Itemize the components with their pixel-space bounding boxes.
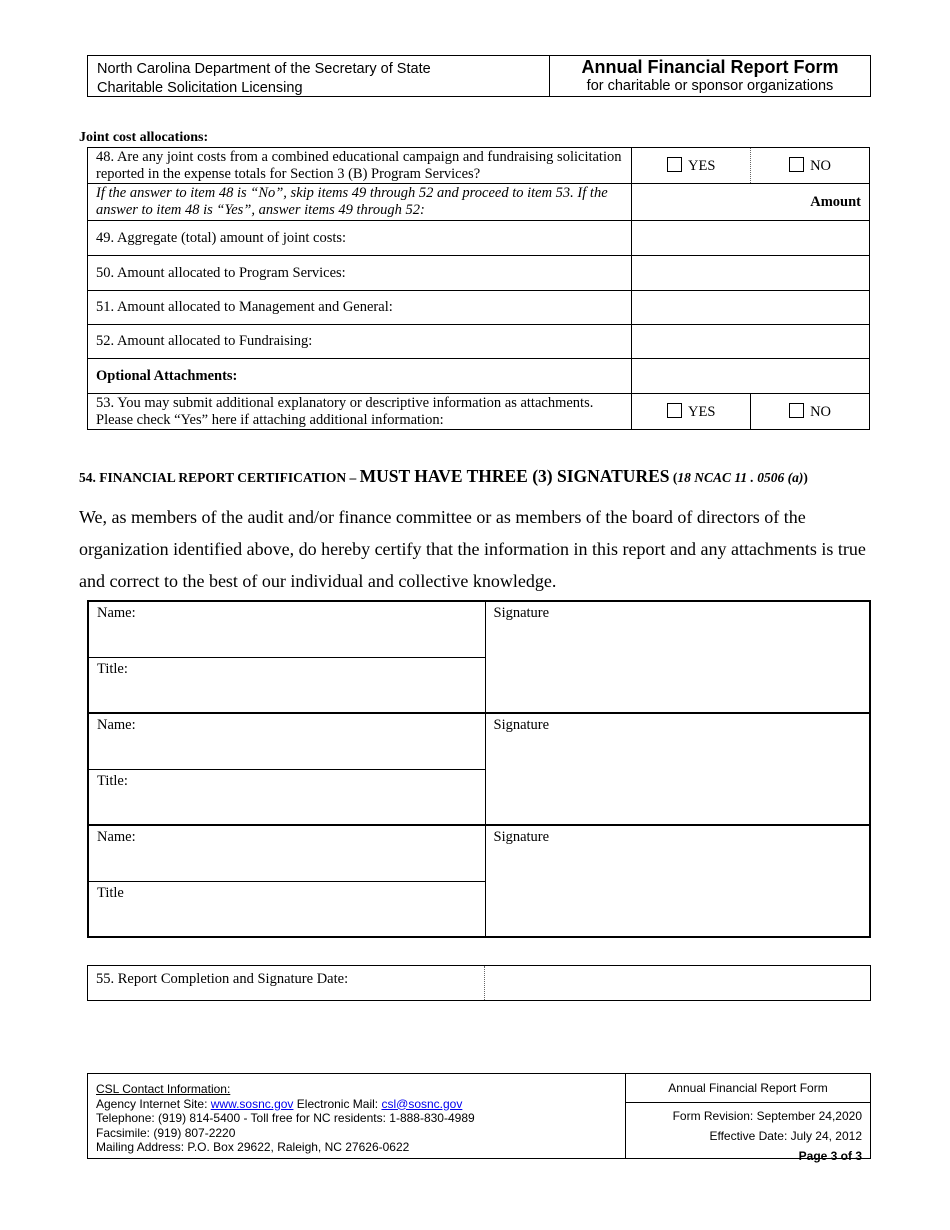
signer-3-signature-field[interactable]: Signature [485,825,870,937]
q51-row [88,291,870,325]
website-link[interactable]: www.sosnc.gov [210,1096,294,1111]
certification-heading-prefix: 54. FINANCIAL REPORT CERTIFICATION – [79,470,360,485]
certification-heading-open: ( [669,470,678,485]
contact-web-line [96,1097,625,1112]
q53-no-cell [751,394,870,430]
signer-2-name-row [88,713,870,769]
site-label: Agency Internet Site: [96,1096,211,1111]
signer-3-title-field[interactable]: Title [97,884,124,901]
contact-info [88,1074,626,1158]
email-label: Electronic Mail: [293,1096,382,1111]
amount-header: Amount [632,184,870,221]
q48-yes-label: YES [687,157,716,174]
optional-attachments-blank [632,359,870,394]
q49-amount-field[interactable] [632,221,870,256]
completion-date-label: 55. Report Completion and Signature Date: [88,966,485,1000]
agency-division: Charitable Solicitation Licensing [97,80,303,96]
q48-row [88,148,870,184]
signer-2-signature-field[interactable]: Signature [485,713,870,825]
q48-no-cell [751,148,870,184]
facsimile-line: Facsimile: (919) 807-2220 [96,1125,236,1140]
instruction-row [88,184,870,221]
q52-amount-field[interactable] [632,325,870,359]
q53-yes-label: YES [687,403,716,420]
q48-no-checkbox[interactable] [789,157,804,172]
q53-yes-cell [632,394,751,430]
certification-heading [79,466,808,487]
signer-1-signature-field[interactable]: Signature [485,601,870,713]
form-header [87,55,871,97]
signer-3-name-field[interactable]: Name: [88,825,485,881]
completion-date-field[interactable] [485,966,870,1000]
signer-1-title-field[interactable]: Title: [88,657,485,713]
certification-citation: 18 NCAC 11 . 0506 (a) [677,470,804,485]
q51-text: 51. Amount allocated to Management and General: [88,291,632,325]
q48-yes-cell [632,148,751,184]
signature-table [87,600,871,938]
optional-attachments-heading: Optional Attachments: [88,359,632,394]
page-number: Page 3 of 3 [798,1149,862,1163]
effective-date: Effective Date: July 24, 2012 [709,1129,862,1143]
q53-row [88,394,870,430]
joint-cost-caption: Joint cost allocations: [79,130,209,145]
form-info [626,1074,870,1163]
footer-form-name: Annual Financial Report Form [626,1074,870,1103]
agency-block [88,56,550,96]
q53-no-checkbox[interactable] [789,403,804,418]
signer-2-name-field[interactable]: Name: [88,713,485,769]
q53-no-label: NO [810,403,832,420]
q53-text: 53. You may submit additional explanatory or descriptive information as attachments. Please check “Yes” here if attaching additional information: [88,394,632,430]
q48-text: 48. Are any joint costs from a combined educational campaign and fundraising solicitation reported in the expense totals for Section 3 (B) Program Services? [88,148,632,184]
mailing-address-line: Mailing Address: P.O. Box 29622, Raleigh, NC 27626-0622 [96,1140,410,1155]
joint-cost-table [87,147,870,430]
signer-3-name-row [88,825,870,881]
q52-row [88,325,870,359]
email-link[interactable]: csl@sosnc.gov [381,1096,463,1111]
completion-date-row [87,965,871,1001]
q49-row [88,221,870,256]
signer-1-name-field[interactable]: Name: [88,601,485,657]
page-footer [87,1073,871,1163]
signer-2-title-field[interactable]: Title: [88,769,485,825]
q51-amount-field[interactable] [632,291,870,325]
signer-1-name-row [88,601,870,657]
optional-attachments-row [88,359,870,394]
certification-heading-close: ) [803,470,808,485]
q50-text: 50. Amount allocated to Program Services: [88,256,632,291]
q50-row [88,256,870,291]
certification-statement: We, as members of the audit and/or finance committee or as members of the board of directors of the organization identified above, do hereby certify that the information in this report and any attachments is true and correct to the best of our individual and collective knowledge. [79,507,866,591]
form-subtitle: for charitable or sponsor organizations [586,78,834,94]
q48-instruction: If the answer to item 48 is “No”, skip items 49 through 52 and proceed to item 53. If the answer to item 48 is “Yes”, answer items 49 through 52: [88,184,632,221]
contact-heading: CSL Contact Information: [96,1082,231,1096]
q53-yes-checkbox[interactable] [667,403,682,418]
q49-text: 49. Aggregate (total) amount of joint costs: [88,221,632,256]
q50-amount-field[interactable] [632,256,870,291]
q48-no-label: NO [810,157,832,174]
form-title-block [550,56,870,96]
certification-heading-emphasis: MUST HAVE THREE (3) SIGNATURES [359,466,670,486]
q48-yes-checkbox[interactable] [667,157,682,172]
form-title: Annual Financial Report Form [581,57,839,77]
form-dates [626,1103,870,1166]
agency-name: North Carolina Department of the Secretary of State [97,61,431,77]
telephone-line: Telephone: (919) 814-5400 - Toll free for NC residents: 1-888-830-4989 [96,1111,475,1126]
form-revision: Form Revision: September 24,2020 [672,1109,862,1123]
q52-text: 52. Amount allocated to Fundraising: [88,325,632,359]
